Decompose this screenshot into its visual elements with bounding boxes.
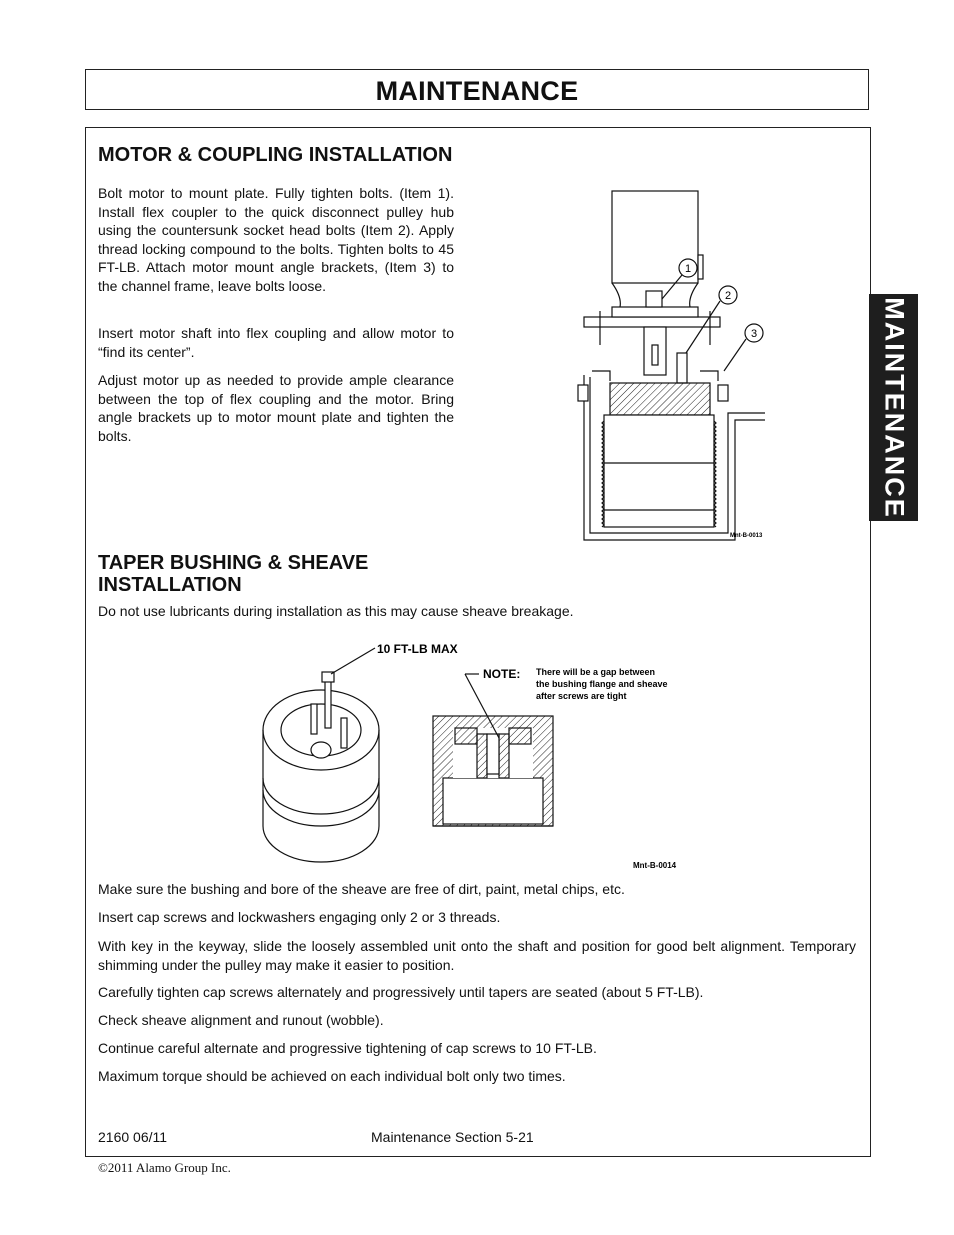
paragraph: Insert motor shaft into flex coupling and allow motor to “find its center”. <box>98 325 454 360</box>
section-tab <box>869 294 918 521</box>
note-line-3: after screws are tight <box>536 691 627 701</box>
intro-paragraph: Do not use lubricants during installation as this may cause sheave breakage. <box>98 603 574 619</box>
motor-coupling-diagram <box>570 185 780 545</box>
section-title-motor-coupling: MOTOR & COUPLING INSTALLATION <box>98 144 453 166</box>
note-label: NOTE: <box>483 667 521 681</box>
figure-code: Mnt-B-0014 <box>633 861 677 870</box>
title-line-2: INSTALLATION <box>98 574 242 596</box>
copyright: ©2011 Alamo Group Inc. <box>98 1160 231 1175</box>
torque-label: 10 FT-LB MAX <box>377 642 458 656</box>
callout-1: 1 <box>684 263 692 275</box>
section-title-taper-bushing <box>98 552 368 596</box>
section-page: Maintenance Section 5-21 <box>371 1129 534 1145</box>
step-paragraph: Carefully tighten cap screws alternately and progressively until tapers are seated (about 5 FT-LB). <box>98 984 704 1000</box>
title-line-1: TAPER BUSHING & SHEAVE <box>98 552 369 574</box>
step-paragraph: Make sure the bushing and bore of the sheave are free of dirt, paint, metal chips, etc. <box>98 881 625 897</box>
note-line-2: the bushing flange and sheave <box>536 679 668 689</box>
paragraph: Bolt motor to mount plate. Fully tighten bolts. (Item 1). Install flex coupler to the quick disconnect pulley hub using the countersunk socket head bolts (Item 2). Apply thread locking compound to the bolts. Tighten bolts to 45 FT-LB. Attach motor mount angle brackets, (Item 3) to the channel frame, leave bolts loose. <box>98 185 454 294</box>
taper-bushing-diagram <box>255 638 715 873</box>
callout-3: 3 <box>750 328 758 340</box>
callout-2: 2 <box>724 290 732 302</box>
step-paragraph: Maximum torque should be achieved on each individual bolt only two times. <box>98 1068 566 1084</box>
step-paragraph: Check sheave alignment and runout (wobble). <box>98 1012 384 1028</box>
note-line-1: There will be a gap between <box>536 667 656 677</box>
section-tab-label: MAINTENANCE <box>879 296 909 519</box>
step-paragraph: Continue careful alternate and progressive tightening of cap screws to 10 FT-LB. <box>98 1040 597 1056</box>
doc-code: 2160 06/11 <box>98 1129 168 1145</box>
step-paragraph: Insert cap screws and lockwashers engaging only 2 or 3 threads. <box>98 909 501 925</box>
page-header <box>85 69 869 110</box>
step-paragraph: With key in the keyway, slide the loosely assembled unit onto the shaft and position for good belt alignment. Temporary shimming under the pulley may make it easier to position. <box>98 938 856 973</box>
page-title: MAINTENANCE <box>375 76 579 106</box>
paragraph: Adjust motor up as needed to provide ample clearance between the top of flex coupling and the motor. Bring angle brackets up to motor mount plate and tighten the bolts. <box>98 372 454 444</box>
figure-code: Mnt-B-0013 <box>730 533 763 539</box>
